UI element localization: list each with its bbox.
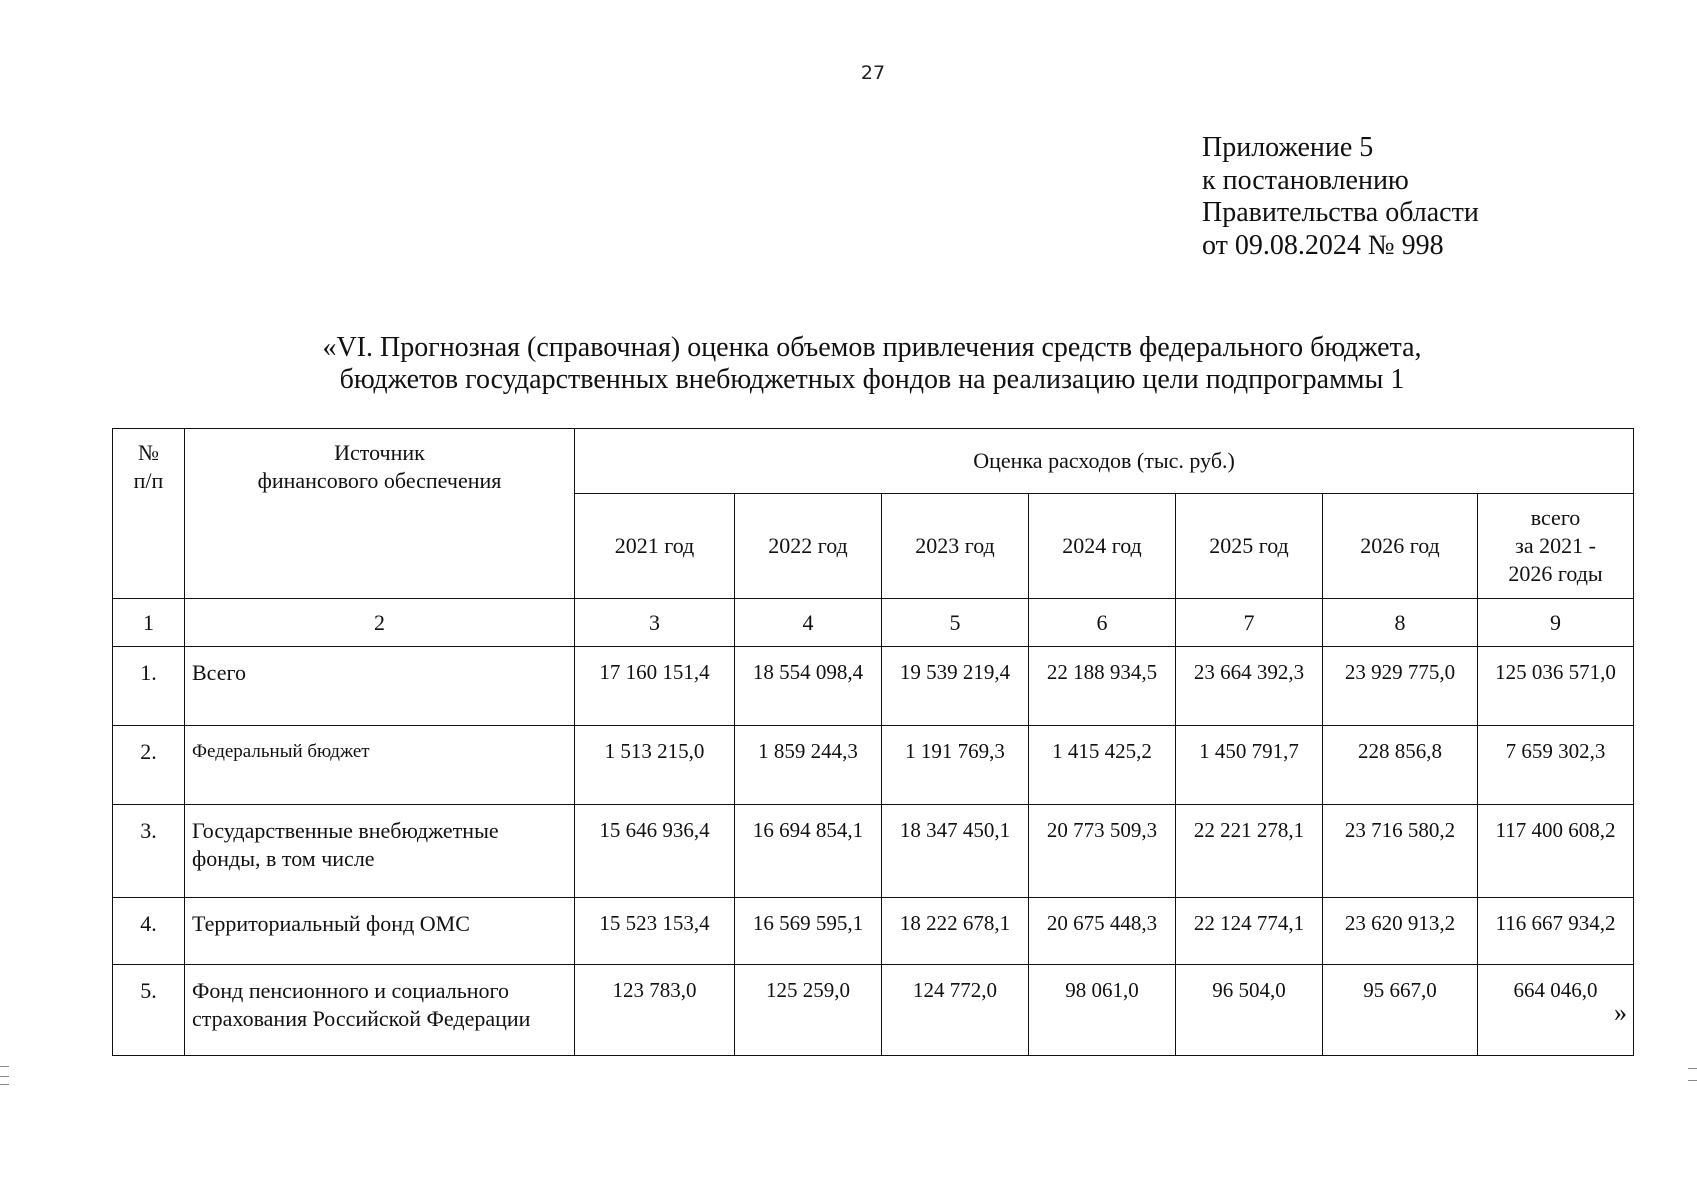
row-value: 123 783,0 [575, 965, 735, 1056]
row-value: 22 124 774,1 [1176, 898, 1323, 965]
scan-margin-mark [1688, 1068, 1697, 1069]
index-cell: 2 [185, 599, 575, 647]
page-number: 27 [860, 62, 886, 84]
index-cell: 3 [575, 599, 735, 647]
row-value: 20 773 509,3 [1029, 805, 1176, 898]
header-year: 2026 год [1323, 494, 1478, 599]
row-value: 18 347 450,1 [882, 805, 1029, 898]
index-cell: 9 [1478, 599, 1634, 647]
row-value: 1 513 215,0 [575, 726, 735, 805]
index-cell: 4 [735, 599, 882, 647]
appendix-line: к постановлению [1202, 164, 1409, 196]
index-cell: 8 [1323, 599, 1478, 647]
closing-quote: » [1614, 998, 1627, 1027]
table-row [113, 898, 1634, 965]
row-source: Территориальный фонд ОМС [185, 898, 575, 965]
appendix-line: от 09.08.2024 № 998 [1202, 229, 1444, 261]
row-value: 23 929 775,0 [1323, 647, 1478, 726]
row-value: 22 188 934,5 [1029, 647, 1176, 726]
row-value: 124 772,0 [882, 965, 1029, 1056]
scan-margin-mark [1688, 1080, 1697, 1081]
row-value: 15 646 936,4 [575, 805, 735, 898]
appendix-line: Правительства области [1202, 197, 1479, 228]
row-source: Федеральный бюджет [185, 726, 575, 805]
header-row [113, 429, 1634, 494]
header-year: 2025 год [1176, 494, 1323, 599]
appendix-line: Приложение 5 [1202, 132, 1374, 163]
index-cell: 1 [113, 599, 185, 647]
row-source: Фонд пенсионного и социального страхования Российской Федерации [185, 965, 575, 1056]
appendix-block [1202, 132, 1479, 262]
row-value: 20 675 448,3 [1029, 898, 1176, 965]
row-total: 117 400 608,2 [1478, 805, 1634, 898]
scan-margin-mark [0, 1084, 9, 1085]
row-value: 16 569 595,1 [735, 898, 882, 965]
header-year: 2024 год [1029, 494, 1176, 599]
section-title-line: бюджетов государственных внебюджетных фондов на реализацию цели подпрограммы 1 [339, 364, 1405, 395]
header-year: 2023 год [882, 494, 1029, 599]
index-cell: 6 [1029, 599, 1176, 647]
row-value: 23 664 392,3 [1176, 647, 1323, 726]
row-value: 1 859 244,3 [735, 726, 882, 805]
row-value: 96 504,0 [1176, 965, 1323, 1056]
row-total: 116 667 934,2 [1478, 898, 1634, 965]
row-value: 18 222 678,1 [882, 898, 1029, 965]
row-value: 18 554 098,4 [735, 647, 882, 726]
section-title-line: «VI. Прогнозная (справочная) оценка объемов привлечения средств федерального бюджета, [322, 332, 1422, 363]
header-total: всего за 2021 - 2026 годы [1478, 494, 1634, 599]
row-number: 5. [113, 965, 185, 1056]
header-year: 2022 год [735, 494, 882, 599]
row-value: 98 061,0 [1029, 965, 1176, 1056]
row-number: 2. [113, 726, 185, 805]
funding-table [112, 428, 1634, 1056]
row-value: 17 160 151,4 [575, 647, 735, 726]
header-num: № п/п [113, 429, 185, 599]
row-value: 23 716 580,2 [1323, 805, 1478, 898]
row-total: 7 659 302,3 [1478, 726, 1634, 805]
row-total: 125 036 571,0 [1478, 647, 1634, 726]
row-number: 4. [113, 898, 185, 965]
section-title [112, 332, 1632, 396]
index-cell: 7 [1176, 599, 1323, 647]
table-row [113, 647, 1634, 726]
row-total: 664 046,0 [1478, 965, 1634, 1056]
table-row [113, 965, 1634, 1056]
index-cell: 5 [882, 599, 1029, 647]
row-value: 228 856,8 [1323, 726, 1478, 805]
table-row [113, 726, 1634, 805]
table-row [113, 805, 1634, 898]
row-source: Всего [185, 647, 575, 726]
header-source: Источник финансового обеспечения [185, 429, 575, 599]
row-number: 3. [113, 805, 185, 898]
header-expense-estimate: Оценка расходов (тыс. руб.) [575, 429, 1634, 494]
row-value: 22 221 278,1 [1176, 805, 1323, 898]
scan-margin-mark [0, 1066, 9, 1067]
row-value: 23 620 913,2 [1323, 898, 1478, 965]
row-value: 95 667,0 [1323, 965, 1478, 1056]
row-value: 125 259,0 [735, 965, 882, 1056]
row-source: Государственные внебюджетные фонды, в том числе [185, 805, 575, 898]
index-row [113, 599, 1634, 647]
header-year: 2021 год [575, 494, 735, 599]
row-value: 1 450 791,7 [1176, 726, 1323, 805]
row-value: 1 191 769,3 [882, 726, 1029, 805]
scan-margin-mark [0, 1076, 9, 1077]
row-value: 15 523 153,4 [575, 898, 735, 965]
row-value: 16 694 854,1 [735, 805, 882, 898]
row-value: 19 539 219,4 [882, 647, 1029, 726]
row-value: 1 415 425,2 [1029, 726, 1176, 805]
row-number: 1. [113, 647, 185, 726]
